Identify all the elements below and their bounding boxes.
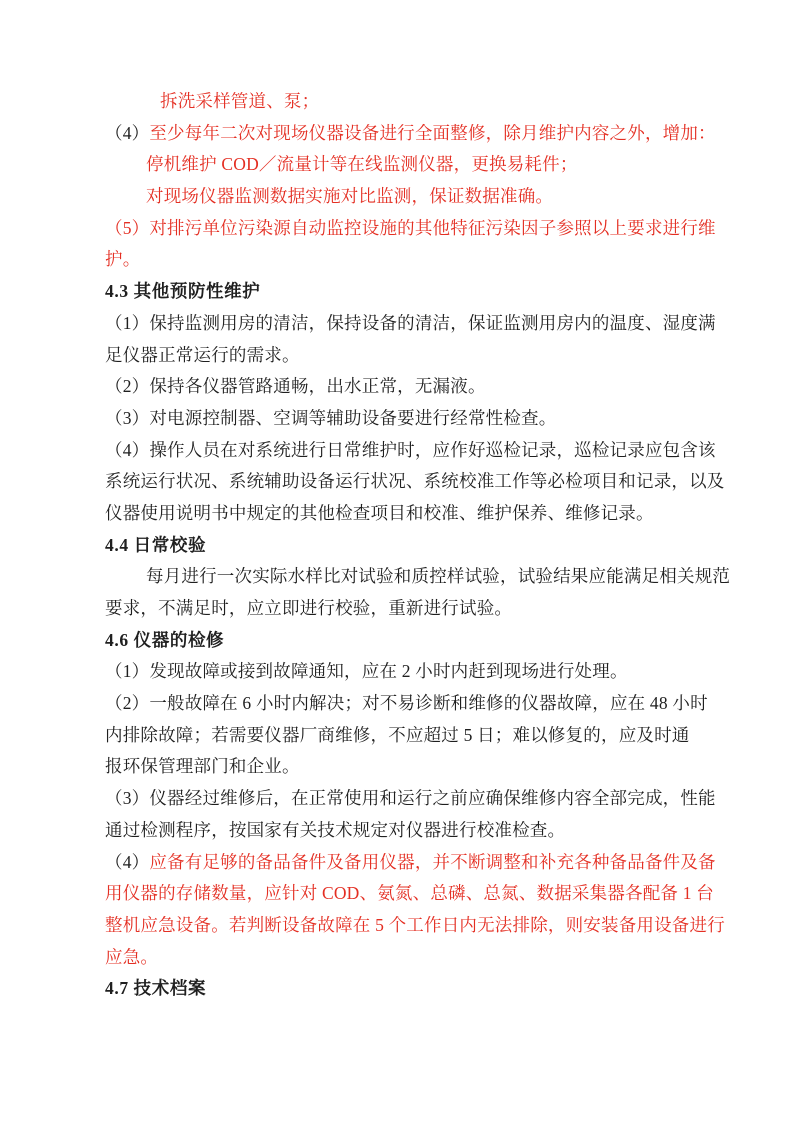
doc-line — [105, 308, 716, 340]
doc-line — [105, 878, 714, 910]
doc-line — [105, 815, 690, 847]
doc-line — [105, 561, 731, 593]
doc-line — [105, 656, 690, 688]
text-segment: （3）对电源控制器、空调等辅助设备要进行经常性检查。 — [105, 407, 557, 428]
doc-line — [105, 118, 716, 150]
section-heading — [105, 276, 690, 308]
text-segment: （2）一般故障在 6 小时内解决；对不易诊断和维修的仪器故障，应在 48 小时 — [105, 693, 708, 714]
text-segment: 要求，不满足时，应立即进行校验，重新进行试验。 — [105, 598, 513, 618]
text-segment: （4） — [105, 122, 150, 143]
text-segment: （1）发现故障或接到故障通知，应在 2 小时内赶到现场进行处理。 — [105, 661, 628, 682]
doc-line — [105, 751, 690, 783]
text-segment: （4）操作人员在对系统进行日常维护时，应作好巡检记录，巡检记录应包含该 — [105, 439, 716, 460]
text-segment: 应备有足够的备品备件及备用仪器，并不断调整和补充各种备品备件及备 — [149, 851, 716, 872]
text-segment: （2）保持各仪器管路通畅，出水正常，无漏液。 — [105, 376, 486, 397]
text-segment: 拆洗采样管道、泵； — [160, 91, 320, 111]
doc-line — [105, 435, 716, 467]
doc-line — [105, 498, 690, 530]
text-segment: 用仪器的存储数量，应针对 COD、氨氮、总磷、总氮、数据采集器各配备 1 台 — [105, 883, 714, 904]
text-segment: 整机应急设备。若判断设备故障在 5 个工作日内无法排除，则安装备用设备进行 — [105, 914, 725, 935]
text-segment: 4.4 日常校验 — [105, 534, 207, 555]
doc-line — [105, 847, 716, 879]
text-segment: 应急。 — [105, 946, 159, 967]
doc-line — [105, 181, 690, 213]
text-segment: （1）保持监测用房的清洁，保持设备的清洁，保证监测用房内的温度、湿度满 — [105, 312, 716, 333]
doc-line — [105, 371, 690, 403]
text-segment: 至少每年二次对现场仪器设备进行全面整修，除月维护内容之外，增加： — [149, 122, 716, 143]
doc-line — [105, 688, 708, 720]
section-heading — [105, 530, 690, 562]
doc-line — [105, 149, 690, 181]
doc-line — [105, 593, 690, 625]
text-segment: 仪器使用说明书中规定的其他检查项目和校准、维护保养、维修记录。 — [105, 502, 654, 523]
text-segment: 足仪器正常运行的需求。 — [105, 344, 300, 365]
text-segment: 4.6 仪器的检修 — [105, 629, 225, 650]
text-segment: 4.3 其他预防性维护 — [105, 281, 261, 302]
doc-line — [105, 403, 690, 435]
text-segment: （3）仪器经过维修后，在正常使用和运行之前应确保维修内容全部完成，性能 — [105, 788, 716, 809]
text-segment: 报环保管理部门和企业。 — [105, 756, 300, 777]
doc-line — [105, 213, 716, 245]
doc-line — [105, 720, 690, 752]
text-segment: 系统运行状况、系统辅助设备运行状况、系统校准工作等必检项目和记录，以及 — [105, 471, 725, 492]
doc-line — [105, 942, 690, 974]
text-segment: 通过检测程序，按国家有关技术规定对仪器进行校准检查。 — [105, 819, 566, 840]
document-content — [105, 86, 731, 1005]
doc-line — [105, 783, 716, 815]
section-heading — [105, 973, 690, 1005]
text-segment: 护。 — [105, 249, 141, 270]
doc-line — [105, 86, 690, 118]
doc-line — [105, 244, 690, 276]
text-segment: 4.7 技术档案 — [105, 978, 207, 999]
section-heading — [105, 625, 690, 657]
doc-line — [105, 910, 725, 942]
doc-line — [105, 340, 690, 372]
text-segment: 对现场仪器监测数据实施对比监测，保证数据准确。 — [146, 186, 554, 207]
text-segment: 内排除故障；若需要仪器厂商维修，不应超过 5 日；难以修复的，应及时通 — [105, 724, 690, 745]
text-segment: （4） — [105, 851, 150, 872]
text-segment: 停机维护 COD／流量计等在线监测仪器，更换易耗件； — [146, 154, 578, 175]
text-segment: （5）对排污单位污染源自动监控设施的其他特征污染因子参照以上要求进行维 — [105, 217, 716, 238]
doc-line — [105, 466, 725, 498]
text-segment: 每月进行一次实际水样比对试验和质控样试验，试验结果应能满足相关规范 — [146, 566, 731, 587]
